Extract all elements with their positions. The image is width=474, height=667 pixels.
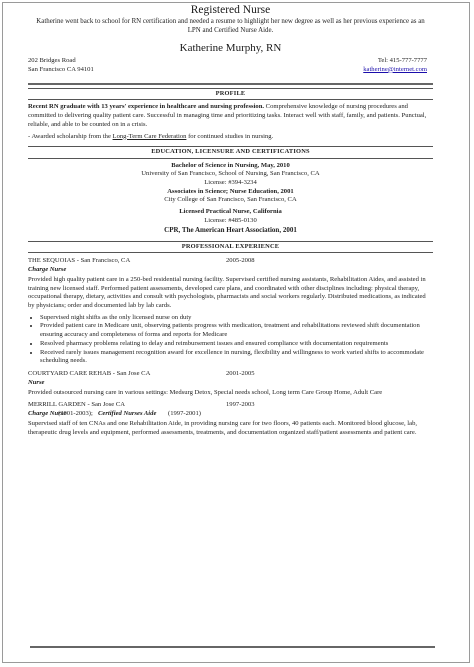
profile-summary-bold: Recent RN graduate with 13 years' experience in healthcare and nursing profession. [28,103,265,111]
education-title: Associates in Science; Nurse Education, 2001 [167,187,294,195]
list-item: • Supervised night shifts as the only licensed nurse on duty [40,314,433,323]
header-divider [28,83,433,85]
award-prefix: - Awarded scholarship from the [28,132,113,140]
footer-divider [30,646,435,648]
job-title: Nurse [28,379,45,386]
job-location: - San Jose CA [111,370,151,377]
job-description: Provided high quality patient care in a 250-bed residential nursing facility. Supervised certified nursing assistants, Rehabilitation Aides, and assisted in training new licensed staff. Performed patient assessments, developed care plans, and coordinated with other disciplines including: physical therapy, occupational therapy, dietary, activities and consult with psychologists, pharmacists and social workers regularly. Distributed medications, as indicated by physicians; order and documented lab by lab cards. [28,275,426,310]
job-description: Provided outsourced nursing care in various settings: Medsurg Detox, Special needs school, Long term Care Group Home, Adult Care [28,388,383,396]
profile-heading: PROFILE [28,88,433,100]
phone: Tel: 415-777-7777 [377,56,427,64]
job-dates: 2001-2005 [226,370,255,377]
experience-heading: PROFESSIONAL EXPERIENCE [28,241,433,253]
education-title: Bachelor of Science in Nursing, May, 2010 [171,161,290,169]
job-location: - San Jose CA [85,401,126,409]
address-line-1: 202 Bridges Road [28,56,76,64]
banner-title: Registered Nurse [190,4,271,16]
resume-page [28,0,433,438]
email-link[interactable]: katherine@internet.com [363,65,427,73]
education-cpr: CPR, The American Heart Association, 2001 [164,225,297,234]
job-header [28,401,433,410]
education-list [28,162,433,235]
award-link[interactable]: Long-Term Care Federation [112,132,187,140]
job-bullets [28,314,433,366]
job-description: Supervised staff of ten CNAs and one Rehabilitation Aide, in providing nursing care for two floors, 40 patients each. Monitored blood glucose, lab, therapeutic drug levels and equipment, performed assessments, treatments, and documentation organized staff/patient assessments and patient care. [28,420,418,437]
education-school: University of San Francisco, School of Nursing, San Francisco, CA [141,170,320,178]
education-school: City College of San Francisco, San Francisco, CA [164,196,297,204]
job-title: Charge Nurse [28,410,67,418]
job-org: COURTYARD CARE REHAB [28,370,112,377]
list-item: • Provided patient care in Medicare unit, observing patients progress with medication, treatment and rehabilitations reviewed shift documentation ensuring accuracy and completeness of forms and reports for Medicare [40,322,433,339]
banner [28,3,433,35]
education-title: Licensed Practical Nurse, California [179,208,282,216]
job-title: Charge Nurse [28,266,67,274]
job-header [28,257,433,266]
job-title-secondary: Certified Nurses Aide [98,410,157,418]
list-item: • Received rarely issues management recognition award for excellence in nursing, flexibility and willingness to work varied shifts to accommodate scheduling needs. [40,349,433,366]
job-title-secondary-dates: (1997-2001) [168,410,201,418]
education-license: License: #485-0130 [204,216,257,224]
job-org: MERRILL GARDEN [28,401,86,409]
job-org: THE SEQUOIAS [28,257,76,265]
candidate-name: Katherine Murphy, RN [179,42,282,55]
education-license: License: #394-3234 [204,179,257,187]
job-header [28,370,433,379]
job-location: - San Francisco, CA [75,257,131,265]
award-suffix: for continued studies in nursing. [186,132,274,140]
profile-award [28,133,433,142]
job-title-dates: (2001-2003); [58,410,93,418]
education-heading: EDUCATION, LICENSURE AND CERTIFICATIONS [28,146,433,158]
job-dates: 1997-2003 [226,401,255,409]
list-item: • Resolved pharmacy problems relating to delay and reimbursement issues and ensured compliance with documentation requirements [40,340,433,349]
banner-description: Katherine went back to school for RN certification and needed a resume to highlight her new degree as well as her previous experience as an LPN and Certified Nurse Aide. [36,18,425,34]
job-dates: 2005-2008 [226,257,255,265]
job-title-row [28,410,433,419]
profile-summary [28,103,433,129]
contact-block [28,57,433,78]
address-line-2: San Francisco CA 94101 [28,65,94,73]
profile-summary-rest: Comprehensive knowledge of nursing procedures and committed to delivering quality patient care. Successful in managing time and prioritizing tasks. Interact well with staff, family, and patients. Punctual, reliable, and able to be counted on in a crisis. [28,103,427,128]
